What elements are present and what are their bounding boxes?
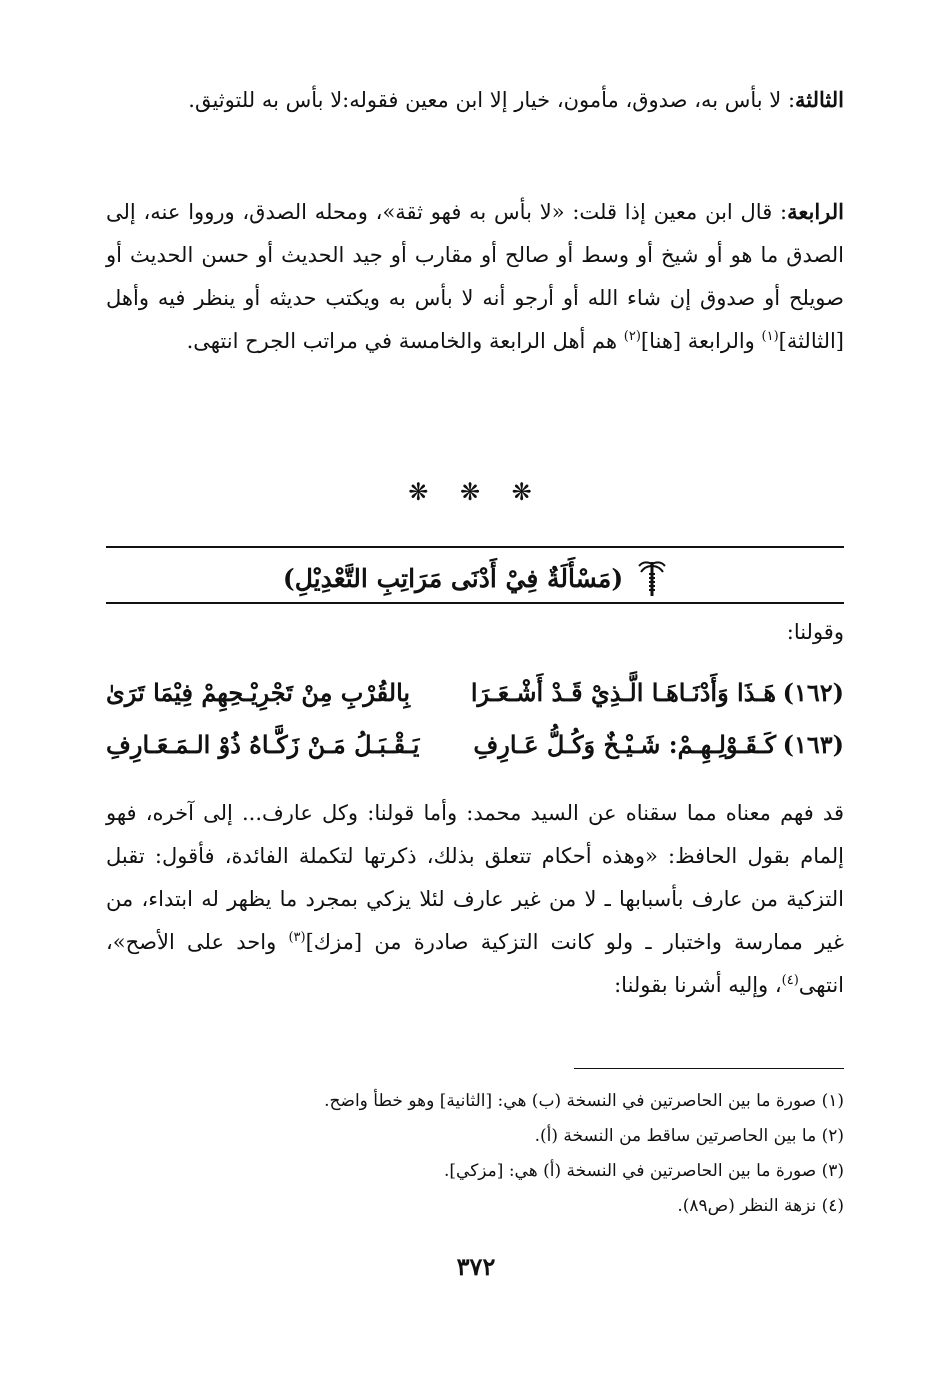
paragraph-commentary [106,792,844,1007]
paragraph-fourth-rank [106,190,844,363]
heading-top-rule [106,546,844,548]
footnote-ref-3: (٣) [288,930,306,945]
paragraph-third-rank [106,78,844,122]
verse-number: (١٦٢) [782,678,844,707]
page-number: ٣٧٢ [456,1252,496,1281]
text-commentary-c: ، وإليه أشرنا بقولنا: [614,973,782,997]
heading-text: (مَسْأَلَةٌ فِيْ أَدْنَى مَرَاتِبِ التَّعْدِيْلِ) [282,563,624,593]
footnote-item: (٢) ما بين الحاصرتين ساقط من النسخة (أ). [534,1126,844,1146]
intro-text: وقولنا: [786,620,844,644]
section-separator: ❋ ❋ ❋ [408,478,544,506]
verse-number: (١٦٣) [782,730,844,759]
text-third: : لا بأس به، صدوق، مأمون، خيار إلا ابن معين فقوله:لا بأس به للتوثيق. [188,88,796,112]
verse-first-hemistich: هَـذَا وَأَدْنَـاهَـا الَّـذِيْ قَـدْ أَشْـعَـرَا [470,678,776,707]
footnote-ref-2: (٢) [623,329,641,344]
verse-second-hemistich: يَـقْـبَـلُ مَـنْ زَكَّـاهُ ذُوْ الـمَـعَـارِفِ [106,730,420,759]
palm-ornament-icon [637,558,667,598]
text-fourth-b: والرابعة [هنا] [640,329,762,353]
footnote-item: (١) صورة ما بين الحاصرتين في النسخة (ب) هي: [الثانية] وهو خطأ واضح. [324,1091,844,1111]
footnote-item: (٣) صورة ما بين الحاصرتين في النسخة (أ) هي: [مزكي]. [444,1161,844,1181]
label-third: الثالثة [795,87,844,112]
heading-bottom-rule [106,602,844,604]
verse-163 [106,730,844,774]
text-fourth-c: هم أهل الرابعة والخامسة في مراتب الجرح انتهى. [186,329,624,353]
footnote-ref-1: (١) [761,329,779,344]
text-fourth-a: : قال ابن معين إذا قلت: «لا بأس به فهو ثقة»، ومحله الصدق، ورووا عنه، إلى الصدق ما هو أو شيخ أو وسط أو صالح أو مقارب أو جيد الحديث أو حسن الحديث أو صويلح أو صدوق إن شاء الله أو أرجو أنه لا بأس به ويكتب حديثه أو ينظر فيه وأهل [الثالثة] [106,200,844,353]
text-commentary-b: واحد على الأصح»، انتهى [106,930,844,997]
label-fourth: الرابعة [787,199,844,224]
section-heading [106,556,844,600]
footnote-ref-4: (٤) [781,973,799,988]
footnote-separator [574,1068,844,1069]
verse-162 [106,678,844,722]
footnote-item: (٤) نزهة النظر (ص٨٩). [677,1196,844,1216]
verse-second-hemistich: بِالقُرْبِ مِنْ تَجْرِيْـحِهِمْ فِيْمَا تَرَىٰ [106,678,411,707]
verse-first-hemistich: كَـقَـوْلِـهِـمْ: شَـيْـخٌ وَكُـلُّ عَـارِفِ [473,730,776,759]
text-commentary-a: قد فهم معناه مما سقناه عن السيد محمد: وأما قولنا: وكل عارف... إلى آخره، فهو إلمام بقول الحافظ: «وهذه أحكام تتعلق بذلك، ذكرتها لتكملة الفائدة، فأقول: تقبل التزكية من عارف بأسبابها ـ لا من غير عارف لئلا يزكي بمجرد ما يظهر له ابتداء، من غير ممارسة واختبار ـ ولو كانت التزكية صادرة من [مزك] [106,801,844,954]
footnotes [106,1084,844,1224]
